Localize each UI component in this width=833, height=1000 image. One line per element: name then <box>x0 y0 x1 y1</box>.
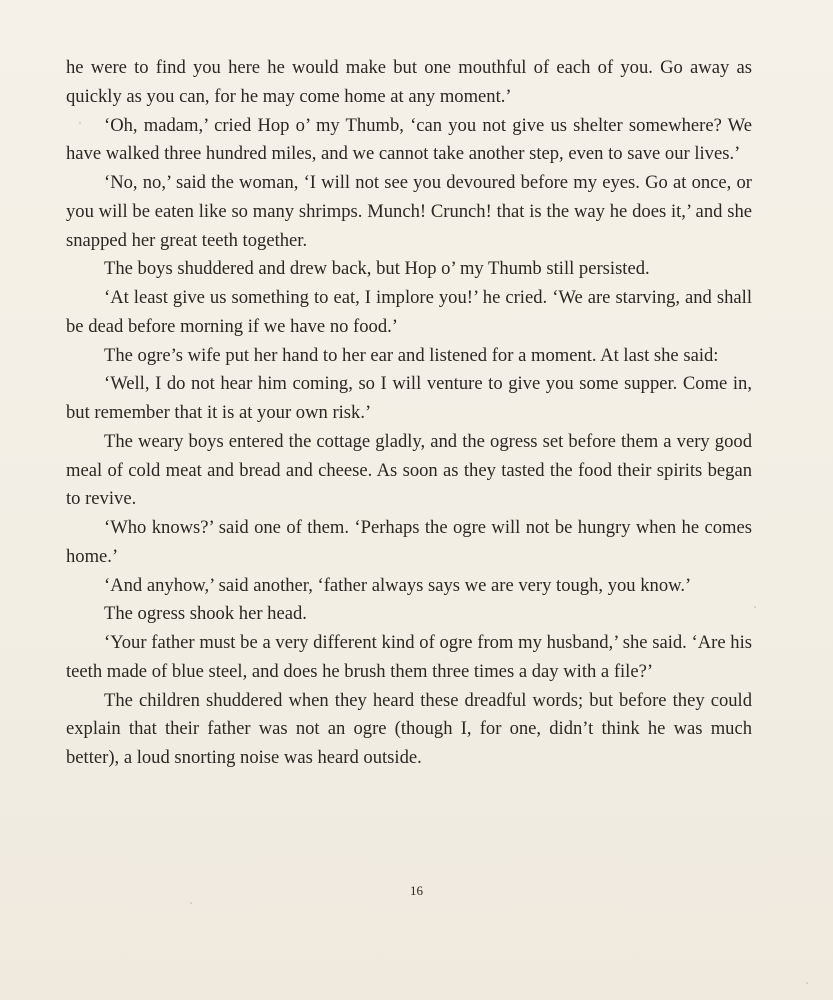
paragraph: ‘Oh, madam,’ cried Hop o’ my Thumb, ‘can you not give us shelter somewhere? We have walked three hundred miles, and we cannot take another step, even to save our lives.’ <box>66 114 752 165</box>
paragraph: The ogre’s wife put her hand to her ear and listened for a moment. At last she said: <box>104 344 719 366</box>
paragraph: he were to find you here he would make but one mouthful of each of you. Go away as quickly as you can, for he may come home at any moment.’ <box>66 57 752 107</box>
paragraph: ‘At least give us something to eat, I implore you!’ he cried. ‘We are starving, and shall be dead before morning if we have no food.’ <box>66 287 752 337</box>
page-number: 16 <box>410 883 423 898</box>
paragraph: ‘Well, I do not hear him coming, so I will venture to give you some supper. Come in, but remember that it is at your own risk.’ <box>66 373 752 423</box>
paragraph: ‘No, no,’ said the woman, ‘I will not see you devoured before my eyes. Go at once, or you will be eaten like so many shrimps. Munch! Crunch! that is the way he does it,’ and she snapped her great teeth together. <box>66 172 752 251</box>
paragraph: The weary boys entered the cottage gladly, and the ogress set before them a very good meal of cold meat and bread and cheese. As soon as they tasted the food their spirits began to revive. <box>66 430 752 510</box>
paragraph: ‘And anyhow,’ said another, ‘father always says we are very tough, you know.’ <box>104 574 692 596</box>
paragraph: The ogress shook her head. <box>104 603 307 625</box>
body-text <box>66 54 752 773</box>
paragraph: ‘Who knows?’ said one of them. ‘Perhaps the ogre will not be hungry when he comes home.’ <box>66 517 752 567</box>
paper-speck <box>79 122 81 124</box>
paragraph: The boys shuddered and drew back, but Hop o’ my Thumb still persisted. <box>104 258 650 280</box>
paragraph: The children shuddered when they heard these dreadful words; but before they could explain that their father was not an ogre (though I, for one, didn’t think he was much better), a loud snorting noise was heard outside. <box>66 689 752 768</box>
paper-speck <box>806 982 808 984</box>
paper-speck <box>754 606 756 608</box>
paper-speck <box>190 902 192 904</box>
paragraph: ‘Your father must be a very different kind of ogre from my husband,’ she said. ‘Are his teeth made of blue steel, and does he brush them three times a day with a file?’ <box>66 632 752 682</box>
